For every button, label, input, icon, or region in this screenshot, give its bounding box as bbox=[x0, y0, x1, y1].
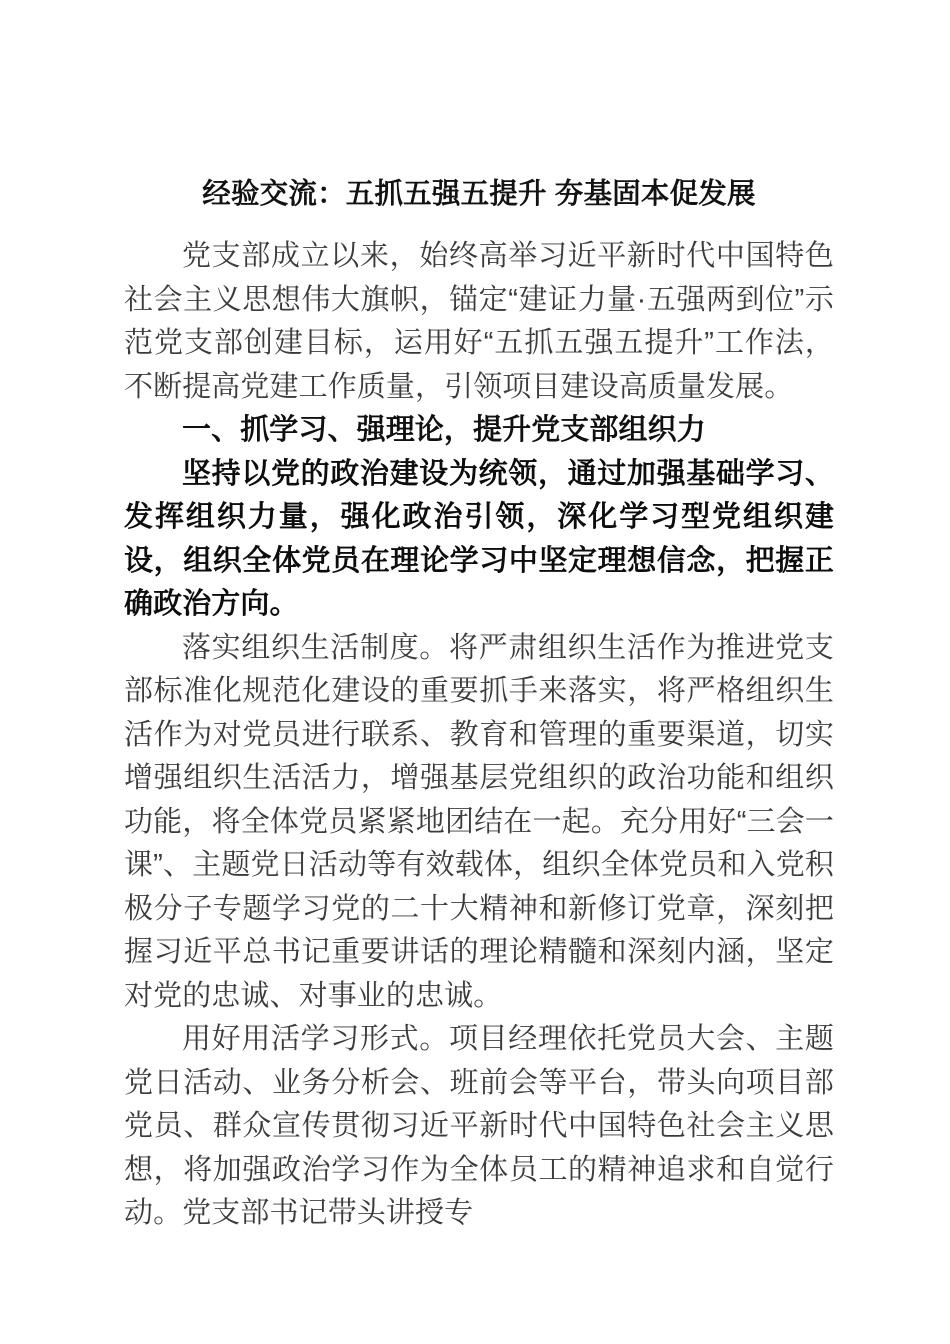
paragraph-section-one-lead: 坚持以党的政治建设为统领，通过加强基础学习、发挥组织力量，强化政治引领，深化学习型党组织建设，组织全体党员在理论学习中坚定理想信念，把握正确政治方向。 bbox=[124, 457, 834, 620]
paragraph-study-formats: 用好用活学习形式。项目经理依托党员大会、主题党日活动、业务分析会、班前会等平台，带头向项目部党员、群众宣传贯彻习近平新时代中国特色社会主义思想，将加强政治学习作为全体员工的精神追求和自觉行动。党支部书记带头讲授专 bbox=[124, 1023, 834, 1229]
page-body bbox=[124, 0, 834, 1236]
section-heading-one: 一、抓学习、强理论，提升党支部组织力 bbox=[182, 414, 706, 446]
paragraph-organizational-life: 落实组织生活制度。将严肃组织生活作为推进党支部标准化规范化建设的重要抓手来落实，将严格组织生活作为对党员进行联系、教育和管理的重要渠道，切实增强组织生活活力，增强基层党组织的政治功能和组织功能，将全体党员紧紧地团结在一起。充分用好“三会一课”、主题党日活动等有效载体，组织全体党员和入党积极分子专题学习党的二十大精神和新修订党章，深刻把握习近平总书记重要讲话的理论精髓和深刻内涵，坚定对党的忠诚、对事业的忠诚。 bbox=[124, 631, 834, 1012]
paragraph-intro: 党支部成立以来，始终高举习近平新时代中国特色社会主义思想伟大旗帜，锚定“建证力量·五强两到位”示范党支部创建目标，运用好“五抓五强五提升”工作法，不断提高党建工作质量，引领项目建设高质量发展。 bbox=[124, 240, 834, 403]
page-title: 经验交流：五抓五强五提升 夯基固本促发展 bbox=[202, 178, 756, 210]
